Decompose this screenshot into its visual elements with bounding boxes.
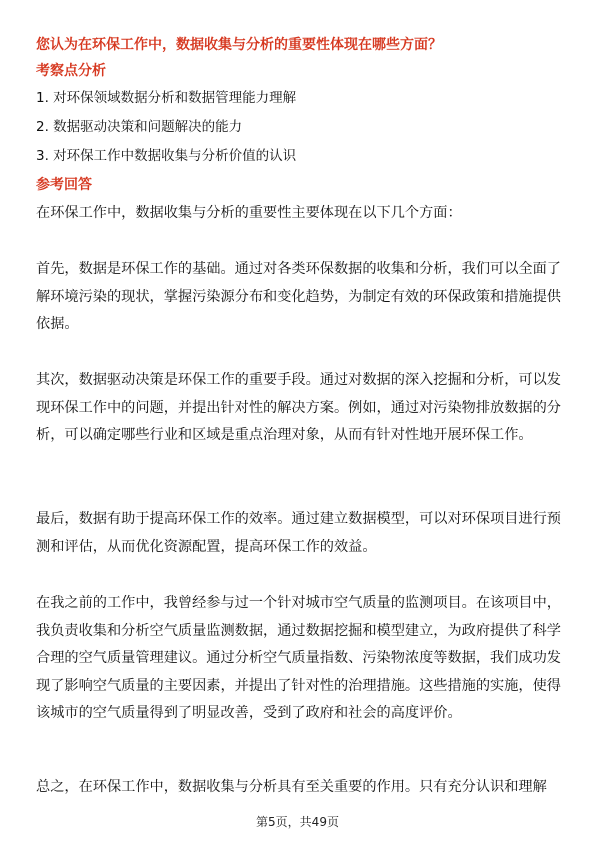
answer-paragraph-first: 首先，数据是环保工作的基础。通过对各类环保数据的收集和分析，我们可以全面了解环境污染的现状，掌握污染源分布和变化趋势，为制定有效的环保政策和措施提供依据。 [36, 261, 561, 333]
answer-paragraph-last: 最后，数据有助于提高环保工作的效率。通过建立数据模型，可以对环保项目进行预测和评估，从而优化资源配置，提高环保工作的效益。 [36, 511, 561, 555]
answer-paragraph-example: 在我之前的工作中，我曾经参与过一个针对城市空气质量的监测项目。在该项目中，我负责收集和分析空气质量监测数据，通过数据挖掘和模型建立，为政府提供了科学合理的空气质量管理建议。通过分析空气质量指数、污染物浓度等数据，我们成功发现了影响空气质量的主要因素，并提出了针对性的治理措施。这些措施的实施，使得该城市的空气质量得到了明显改善，受到了政府和社会的高度评价。 [36, 595, 561, 722]
answer-section-title: 参考回答 [36, 177, 92, 193]
analysis-section-title: 考察点分析 [36, 63, 106, 79]
answer-paragraph-intro: 在环保工作中，数据收集与分析的重要性主要体现在以下几个方面： [36, 205, 462, 221]
analysis-point-1: 1. 对环保领域数据分析和数据管理能力理解 [36, 90, 297, 106]
analysis-point-3: 3. 对环保工作中数据收集与分析价值的认识 [36, 148, 297, 164]
answer-paragraph-conclusion: 总之，在环保工作中，数据收集与分析具有至关重要的作用。只有充分认识和理解 [36, 779, 547, 795]
analysis-point-2: 2. 数据驱动决策和问题解决的能力 [36, 119, 243, 135]
answer-paragraph-second: 其次，数据驱动决策是环保工作的重要手段。通过对数据的深入挖掘和分析，可以发现环保工作中的问题，并提出针对性的解决方案。例如，通过对污染物排放数据的分析，可以确定哪些行业和区域是重点治理对象，从而有针对性地开展环保工作。 [36, 372, 561, 444]
question-heading: 您认为在环保工作中，数据收集与分析的重要性体现在哪些方面？ [36, 37, 442, 53]
page-number: 第5页，共49页 [256, 815, 339, 829]
